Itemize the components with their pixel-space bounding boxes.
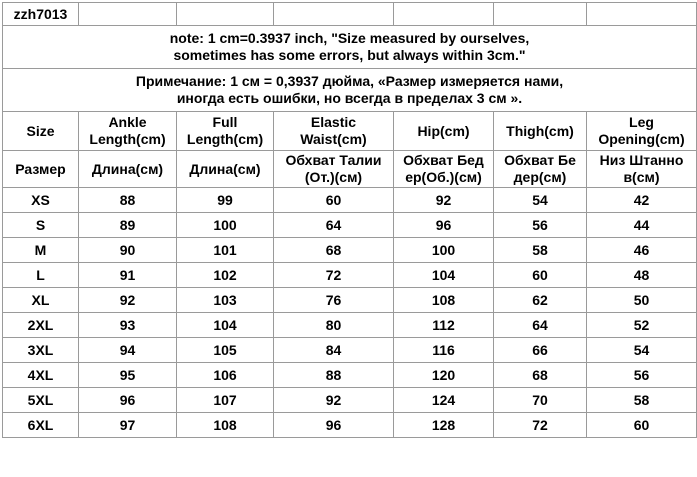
header-en-2-line-2: Length(cm)	[186, 131, 264, 147]
header-ru-6	[587, 151, 697, 188]
measurement-cell: 50	[587, 288, 697, 313]
size-label-cell: 6XL	[3, 413, 79, 438]
header-ru-3-line-1: Обхват Талии	[285, 152, 382, 168]
header-row-english	[3, 112, 697, 151]
measurement-cell: 108	[177, 413, 274, 438]
table-row	[3, 338, 697, 363]
note-russian-line-1: Примечание: 1 см = 0,3937 дюйма, «Размер измеряется нами,	[135, 73, 564, 89]
header-ru-5-line-2: дер(см)	[513, 169, 567, 185]
measurement-cell: 124	[394, 388, 494, 413]
measurement-cell: 128	[394, 413, 494, 438]
table-row	[3, 413, 697, 438]
header-en-0-line-1: Size	[26, 122, 55, 139]
header-en-6-line-1: Leg	[629, 114, 654, 130]
header-en-6-line-2: Opening(cm)	[598, 131, 685, 147]
header-en-3-line-1: Elastic	[310, 114, 357, 130]
header-ru-2	[177, 151, 274, 188]
note-english-line-2: sometimes has some errors, but always within 3cm."	[173, 47, 526, 63]
header-ru-3-line-2: (От.)(см)	[304, 169, 363, 185]
measurement-cell: 64	[274, 213, 394, 238]
measurement-cell: 102	[177, 263, 274, 288]
measurement-cell: 58	[587, 388, 697, 413]
measurement-cell: 97	[79, 413, 177, 438]
table-row	[3, 388, 697, 413]
empty-cell	[274, 3, 394, 26]
measurement-cell: 72	[494, 413, 587, 438]
header-en-2	[177, 112, 274, 151]
measurement-cell: 56	[587, 363, 697, 388]
size-label-cell: XL	[3, 288, 79, 313]
table-row	[3, 238, 697, 263]
measurement-cell: 80	[274, 313, 394, 338]
note-english-row	[3, 26, 697, 69]
measurement-cell: 54	[494, 188, 587, 213]
header-en-1-line-1: Ankle	[108, 114, 147, 130]
note-english-line-1: note: 1 cm=0.3937 inch, "Size measured by ourselves,	[169, 30, 530, 46]
size-chart-table	[2, 2, 697, 438]
measurement-cell: 92	[79, 288, 177, 313]
header-ru-4	[394, 151, 494, 188]
header-ru-0	[3, 151, 79, 188]
size-label-cell: 2XL	[3, 313, 79, 338]
header-en-5-line-1: Thigh(cm)	[506, 122, 574, 139]
table-row	[3, 263, 697, 288]
table-row	[3, 288, 697, 313]
measurement-cell: 54	[587, 338, 697, 363]
measurement-cell: 95	[79, 363, 177, 388]
empty-cell	[494, 3, 587, 26]
measurement-cell: 88	[79, 188, 177, 213]
size-label-cell: S	[3, 213, 79, 238]
header-en-3-line-2: Waist(cm)	[300, 131, 367, 147]
measurement-cell: 44	[587, 213, 697, 238]
measurement-cell: 105	[177, 338, 274, 363]
size-label-cell: 3XL	[3, 338, 79, 363]
empty-cell	[177, 3, 274, 26]
empty-cell	[394, 3, 494, 26]
measurement-cell: 64	[494, 313, 587, 338]
size-label-cell: 4XL	[3, 363, 79, 388]
measurement-cell: 100	[177, 213, 274, 238]
measurement-cell: 106	[177, 363, 274, 388]
table-row	[3, 213, 697, 238]
measurement-cell: 60	[274, 188, 394, 213]
measurement-cell: 96	[394, 213, 494, 238]
measurement-cell: 84	[274, 338, 394, 363]
measurement-cell: 48	[587, 263, 697, 288]
measurement-cell: 89	[79, 213, 177, 238]
measurement-cell: 96	[274, 413, 394, 438]
header-en-4	[394, 112, 494, 151]
measurement-cell: 60	[494, 263, 587, 288]
header-en-4-line-1: Hip(cm)	[417, 122, 470, 139]
measurement-cell: 116	[394, 338, 494, 363]
measurement-cell: 68	[274, 238, 394, 263]
measurement-cell: 104	[177, 313, 274, 338]
header-ru-1	[79, 151, 177, 188]
measurement-cell: 104	[394, 263, 494, 288]
header-ru-6-line-2: в(см)	[623, 169, 660, 185]
measurement-cell: 68	[494, 363, 587, 388]
size-label-cell: M	[3, 238, 79, 263]
header-ru-5-line-1: Обхват Бе	[504, 152, 576, 168]
measurement-cell: 60	[587, 413, 697, 438]
size-label-cell: 5XL	[3, 388, 79, 413]
header-ru-5	[494, 151, 587, 188]
measurement-cell: 72	[274, 263, 394, 288]
measurement-cell: 62	[494, 288, 587, 313]
measurement-cell: 120	[394, 363, 494, 388]
note-english	[3, 26, 697, 69]
header-ru-3	[274, 151, 394, 188]
measurement-cell: 88	[274, 363, 394, 388]
measurement-cell: 112	[394, 313, 494, 338]
measurement-cell: 101	[177, 238, 274, 263]
header-en-6	[587, 112, 697, 151]
table-row	[3, 188, 697, 213]
measurement-cell: 76	[274, 288, 394, 313]
table-row	[3, 363, 697, 388]
header-en-3	[274, 112, 394, 151]
measurement-cell: 56	[494, 213, 587, 238]
header-ru-4-line-1: Обхват Бед	[403, 152, 484, 168]
header-ru-0-line-1: Размер	[15, 160, 66, 177]
header-row-russian	[3, 151, 697, 188]
header-ru-1-line-1: Длина(см)	[91, 160, 164, 177]
product-code: zzh7013	[3, 3, 79, 26]
note-russian-line-2: иногда есть ошибки, но всегда в пределах 3 см ».	[176, 90, 523, 106]
measurement-cell: 93	[79, 313, 177, 338]
measurement-cell: 42	[587, 188, 697, 213]
header-ru-6-line-1: Низ Штанно	[599, 152, 684, 168]
header-ru-4-line-2: ер(Об.)(см)	[405, 169, 482, 185]
table-row	[3, 313, 697, 338]
header-en-2-line-1: Full	[212, 114, 238, 130]
measurement-cell: 100	[394, 238, 494, 263]
measurement-cell: 90	[79, 238, 177, 263]
measurement-cell: 58	[494, 238, 587, 263]
measurement-cell: 103	[177, 288, 274, 313]
header-en-1-line-2: Length(cm)	[89, 131, 166, 147]
measurement-cell: 70	[494, 388, 587, 413]
empty-cell	[79, 3, 177, 26]
header-en-5	[494, 112, 587, 151]
measurement-cell: 91	[79, 263, 177, 288]
header-en-0	[3, 112, 79, 151]
header-en-1	[79, 112, 177, 151]
measurement-cell: 46	[587, 238, 697, 263]
empty-cell	[587, 3, 697, 26]
measurement-cell: 92	[274, 388, 394, 413]
measurement-cell: 99	[177, 188, 274, 213]
size-label-cell: L	[3, 263, 79, 288]
header-ru-2-line-1: Длина(см)	[189, 160, 261, 177]
measurement-cell: 96	[79, 388, 177, 413]
measurement-cell: 66	[494, 338, 587, 363]
size-label-cell: XS	[3, 188, 79, 213]
measurement-cell: 108	[394, 288, 494, 313]
measurement-cell: 52	[587, 313, 697, 338]
measurement-cell: 94	[79, 338, 177, 363]
measurement-cell: 92	[394, 188, 494, 213]
product-code-row	[3, 3, 697, 26]
note-russian-row	[3, 69, 697, 112]
measurement-cell: 107	[177, 388, 274, 413]
note-russian	[3, 69, 697, 112]
